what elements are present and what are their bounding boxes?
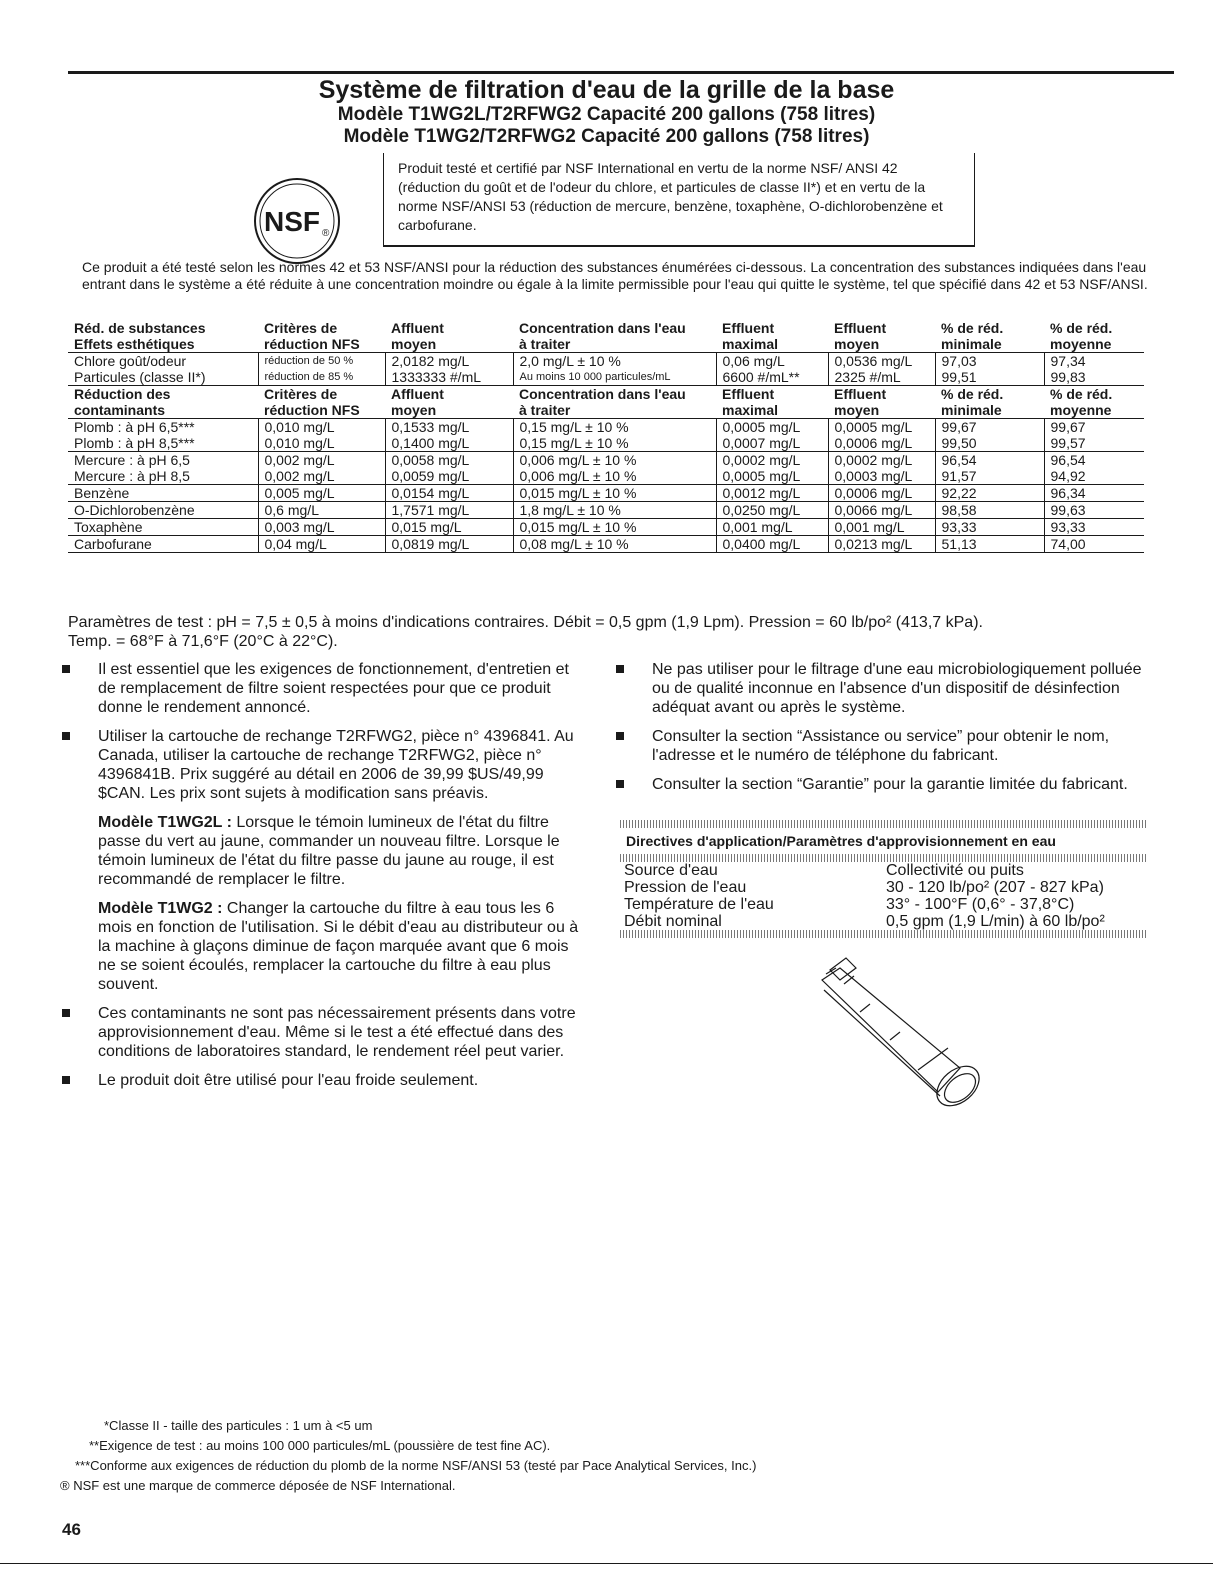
bullet-square-icon	[62, 732, 70, 740]
table-cell: 0,015 mg/L	[385, 519, 513, 536]
column-header: % de réd. moyenne	[1044, 386, 1144, 419]
bullet-item: Ces contaminants ne sont pas nécessairement présents dans votre approvisionnement d'eau. Même si le test a été effectué dans des conditions de laboratoires standard, le rendement réel peut varier.	[62, 1004, 590, 1061]
bullet-square-icon	[62, 1076, 70, 1084]
table-cell: réduction de 85 %	[258, 369, 385, 386]
column-header: Concentration dans l'eau à traiter	[513, 320, 716, 353]
table-row	[68, 519, 1144, 536]
title-block	[0, 76, 1213, 148]
table-cell: 98,58	[935, 502, 1044, 519]
table-cell: 0,0002 mg/L	[828, 452, 935, 469]
table-cell: 96,34	[1044, 485, 1144, 502]
table-cell: 0,0002 mg/L	[716, 452, 828, 469]
bullet-item: Consulter la section “Assistance ou service” pour obtenir le nom, l'adresse et le numéro de téléphone du fabricant.	[616, 727, 1156, 765]
directive-label: Débit nominal	[624, 913, 722, 930]
table-cell: 0,003 mg/L	[258, 519, 385, 536]
bullet-item: Utiliser la cartouche de rechange T2RFWG2, pièce n° 4396841. Au Canada, utiliser la cartouche de rechange T2RFWG2, pièce n° 4396841B. Prix suggéré au détail en 2006 de 39,99 $US/49,99 $CAN. Les prix sont sujets à modification sans préavis.	[62, 727, 590, 803]
table-row	[68, 536, 1144, 553]
footnotes	[60, 1416, 756, 1496]
table-cell: Particules (classe II*)	[74, 369, 206, 385]
hatch-rule	[620, 820, 1146, 828]
table-cell: 99,51	[935, 369, 1044, 386]
table-cell: 0,002 mg/L	[258, 452, 385, 469]
table-cell: 0,0213 mg/L	[828, 536, 935, 553]
table-cell: 99,50	[935, 435, 1044, 452]
directives-table	[620, 862, 1146, 930]
bullet-square-icon	[62, 665, 70, 673]
table-cell: 0,002 mg/L	[258, 468, 385, 485]
directive-label: Pression de l'eau	[624, 879, 747, 896]
table-cell: 99,83	[1044, 369, 1144, 386]
intro-paragraph: Ce produit a été testé selon les normes 42 et 53 NSF/ANSI pour la réduction des substances énumérées ci-dessous. La concentration des substances indiquées dans l'eau entrant dans le système a été réduite à une concentration moindre ou égale à la limite permissible pour l'eau qui quitte le système, tel que spécifié dans 42 et 53 NSF/ANSI.	[82, 259, 1148, 292]
contaminant-group	[68, 485, 1144, 502]
table-cell: 1,7571 mg/L	[385, 502, 513, 519]
table-cell: 0,010 mg/L	[258, 435, 385, 452]
column-header: % de réd. minimale	[935, 320, 1044, 353]
column-header: Concentration dans l'eau à traiter	[513, 386, 716, 419]
nsf-certification-box: Produit testé et certifié par NSF International en vertu de la norme NSF/ ANSI 42 (réduction du goût et de l'odeur du chlore, et particules de classe II*) et en vertu de la norme NSF/ANSI 53 (réduction de mercure, benzène, toxaphène, O-dichlorobenzène et carbofurane.	[383, 153, 975, 247]
table-cell: 0,0400 mg/L	[716, 536, 828, 553]
hatch-rule	[620, 930, 1146, 938]
table-cell: 0,0154 mg/L	[385, 485, 513, 502]
page-title: Système de filtration d'eau de la grille de la base	[318, 76, 895, 104]
table-cell: 99,67	[1044, 419, 1144, 436]
table-cell: 0,0006 mg/L	[828, 435, 935, 452]
table-header-row	[68, 320, 1144, 353]
bottom-rule	[0, 1563, 1213, 1564]
table-cell: 0,010 mg/L	[258, 419, 385, 436]
table-row	[68, 369, 1144, 386]
column-header: % de réd. minimale	[935, 386, 1044, 419]
page-number: 46	[62, 1520, 81, 1539]
table-cell: 0,1533 mg/L	[385, 419, 513, 436]
bullet-item: Consulter la section “Garantie” pour la garantie limitée du fabricant.	[616, 775, 1156, 794]
table-row	[68, 419, 1144, 436]
top-rule	[68, 71, 1174, 74]
column-header: Critères de réduction NFS	[258, 386, 385, 419]
column-header: Affluent moyen	[385, 320, 513, 353]
table-row	[68, 502, 1144, 519]
table-cell: 92,22	[935, 485, 1044, 502]
table-cell: 0,04 mg/L	[258, 536, 385, 553]
left-column	[62, 660, 590, 1100]
table-cell: 0,0066 mg/L	[828, 502, 935, 519]
column-header: Réduction des contaminants	[68, 386, 258, 419]
table-cell: 99,63	[1044, 502, 1144, 519]
column-header: Effluent moyen	[828, 320, 935, 353]
contaminant-group	[68, 502, 1144, 519]
table-cell: 0,0005 mg/L	[716, 468, 828, 485]
table-cell: 0,015 mg/L ± 10 %	[513, 485, 716, 502]
directive-label: Température de l'eau	[624, 896, 774, 913]
table-cell: réduction de 50 %	[258, 353, 385, 370]
table-cell: 0,6 mg/L	[258, 502, 385, 519]
column-header: Effluent maximal	[716, 386, 828, 419]
hatch-rule	[620, 854, 1146, 862]
nsf-logo	[252, 176, 342, 266]
table-cell: 0,006 mg/L ± 10 %	[513, 468, 716, 485]
model-t1wg2l-paragraph: Modèle T1WG2L : Lorsque le témoin lumineux de l'état du filtre passe du vert au jaune, commander un nouveau filtre. Lorsque le témoin lumineux de l'état du filtre passe du jaune au rouge, il est recommandé de remplacer le filtre.	[98, 814, 560, 888]
model-line-1: Modèle T1WG2L/T2RFWG2 Capacité 200 gallons (758 litres)	[337, 104, 876, 125]
directives-row	[620, 879, 1146, 896]
table-cell: 2,0182 mg/L	[385, 353, 513, 370]
directive-value: 33° - 100°F (0,6° - 37,8°C)	[886, 896, 1075, 913]
table-cell: 0,0007 mg/L	[716, 435, 828, 452]
table-cell: 1,8 mg/L ± 10 %	[513, 502, 716, 519]
table-cell: 0,0005 mg/L	[828, 419, 935, 436]
column-header: % de réd. moyenne	[1044, 320, 1144, 353]
table-cell: 0,0250 mg/L	[716, 502, 828, 519]
right-column	[616, 660, 1156, 804]
table-cell: 2325 #/mL	[828, 369, 935, 386]
contaminant-group	[68, 419, 1144, 452]
table-cell: Plomb : à pH 8,5***	[74, 435, 195, 451]
table-cell: 0,08 mg/L ± 10 %	[513, 536, 716, 553]
table-cell: 93,33	[935, 519, 1044, 536]
directive-value: 0,5 gpm (1,9 L/min) à 60 lb/po²	[886, 913, 1105, 930]
table-cell: Benzène	[74, 485, 130, 501]
directives-row	[620, 913, 1146, 930]
table-cell: 0,0058 mg/L	[385, 452, 513, 469]
bullet-square-icon	[616, 665, 624, 673]
table-cell: 0,006 mg/L ± 10 %	[513, 452, 716, 469]
table-cell: 96,54	[935, 452, 1044, 469]
test-parameters-line-1: Paramètres de test : pH = 7,5 ± 0,5 à moins d'indications contraires. Débit = 0,5 gpm (1,9 Lpm). Pression = 60 lb/po² (413,7 kPa).	[68, 614, 983, 631]
contaminant-group	[68, 452, 1144, 485]
column-header: Réd. de substances Effets esthétiques	[68, 320, 258, 353]
footnote: *Classe II - taille des particules : 1 um à <5 um	[104, 1418, 373, 1433]
directives-row	[620, 896, 1146, 913]
table-cell: 0,0819 mg/L	[385, 536, 513, 553]
table-cell: 91,57	[935, 468, 1044, 485]
table-cell: 94,92	[1044, 468, 1144, 485]
table-cell: 0,001 mg/L	[828, 519, 935, 536]
table-cell: 0,005 mg/L	[258, 485, 385, 502]
table-cell: 0,0059 mg/L	[385, 468, 513, 485]
table-cell: Carbofurane	[74, 536, 152, 552]
directive-label: Source d'eau	[624, 862, 718, 879]
table-cell: 99,57	[1044, 435, 1144, 452]
column-header: Effluent maximal	[716, 320, 828, 353]
table-cell: 97,34	[1044, 353, 1144, 370]
column-header: Effluent moyen	[828, 386, 935, 419]
table-cell: Mercure : à pH 8,5	[74, 468, 190, 484]
column-header: Critères de réduction NFS	[258, 320, 385, 353]
table-cell: 51,13	[935, 536, 1044, 553]
table-cell: Mercure : à pH 6,5	[74, 452, 190, 468]
table-cell: 0,0006 mg/L	[828, 485, 935, 502]
table-row	[68, 468, 1144, 485]
table-row	[68, 353, 1144, 370]
directives-row	[620, 862, 1146, 879]
table-cell: 93,33	[1044, 519, 1144, 536]
table-cell: 0,0005 mg/L	[716, 419, 828, 436]
footnote: ***Conforme aux exigences de réduction du plomb de la norme NSF/ANSI 53 (testé par Pace Analytical Services, Inc.)	[75, 1458, 757, 1473]
table-cell: Toxaphène	[74, 519, 143, 535]
directives-title: Directives d'application/Paramètres d'approvisionnement en eau	[626, 833, 1056, 849]
column-header: Affluent moyen	[385, 386, 513, 419]
contaminant-group	[68, 519, 1144, 536]
table-cell: 0,15 mg/L ± 10 %	[513, 435, 716, 452]
table-cell: Chlore goût/odeur	[68, 353, 258, 370]
table-cell: 1333333 #/mL	[385, 369, 513, 386]
table-cell: 2,0 mg/L ± 10 %	[513, 353, 716, 370]
performance-table	[68, 320, 1144, 553]
table-cell: 96,54	[1044, 452, 1144, 469]
table-row	[68, 452, 1144, 469]
table-cell: 6600 #/mL**	[716, 369, 828, 386]
table-cell: 0,15 mg/L ± 10 %	[513, 419, 716, 436]
contaminant-group	[68, 536, 1144, 553]
bullet-item: Le produit doit être utilisé pour l'eau froide seulement.	[62, 1071, 590, 1090]
bullet-square-icon	[616, 732, 624, 740]
table-row	[68, 435, 1144, 452]
test-parameters-line-2: Temp. = 68°F à 71,6°F (20°C à 22°C).	[68, 633, 338, 650]
table-cell: Au moins 10 000 particules/mL	[513, 369, 716, 386]
footnote: ® NSF est une marque de commerce déposée de NSF International.	[60, 1478, 456, 1493]
footnote: **Exigence de test : au moins 100 000 particules/mL (poussière de test fine AC).	[89, 1438, 551, 1453]
table-cell: Plomb : à pH 6,5***	[74, 419, 195, 435]
bullet-square-icon	[616, 780, 624, 788]
table-cell: 0,06 mg/L	[716, 353, 828, 370]
filter-cartridge-illustration	[800, 950, 990, 1120]
table-row	[68, 485, 1144, 502]
model-t1wg2-paragraph: Modèle T1WG2 : Changer la cartouche du filtre à eau tous les 6 mois en fonction de l'utilisation. Si le débit d'eau au distributeur ou à la machine à glaçons diminue de façon marquée avant que 6 mois ne se soient écoulés, remplacer la cartouche du filtre à eau plus souvent.	[98, 900, 579, 993]
logo-registered-mark: ®	[322, 228, 330, 239]
table-cell: 99,67	[935, 419, 1044, 436]
model-line-2: Modèle T1WG2/T2RFWG2 Capacité 200 gallons (758 litres)	[343, 126, 870, 147]
table-header-row	[68, 386, 1144, 419]
directives-box	[620, 820, 1146, 938]
test-parameters	[68, 613, 1168, 651]
table-cell: 0,0012 mg/L	[716, 485, 828, 502]
table-cell: 74,00	[1044, 536, 1144, 553]
directive-value: Collectivité ou puits	[886, 862, 1024, 879]
table-cell: 97,03	[935, 353, 1044, 370]
table-cell: 0,0003 mg/L	[828, 468, 935, 485]
table-cell: 0,0536 mg/L	[828, 353, 935, 370]
table-cell: 0,015 mg/L ± 10 %	[513, 519, 716, 536]
table-cell: 0,1400 mg/L	[385, 435, 513, 452]
bullet-item: Ne pas utiliser pour le filtrage d'une eau microbiologiquement polluée ou de qualité inconnue en l'absence d'un dispositif de désinfection adéquat avant ou après le système.	[616, 660, 1156, 717]
bullet-square-icon	[62, 1009, 70, 1017]
table-cell: O-Dichlorobenzène	[74, 502, 195, 518]
table-cell: 0,001 mg/L	[716, 519, 828, 536]
directive-value: 30 - 120 lb/po² (207 - 827 kPa)	[886, 879, 1104, 896]
logo-text: NSF	[264, 206, 320, 237]
bullet-item: Il est essentiel que les exigences de fonctionnement, d'entretien et de remplacement de filtre soient respectées pour que ce produit donne le rendement annoncé.	[62, 660, 590, 717]
